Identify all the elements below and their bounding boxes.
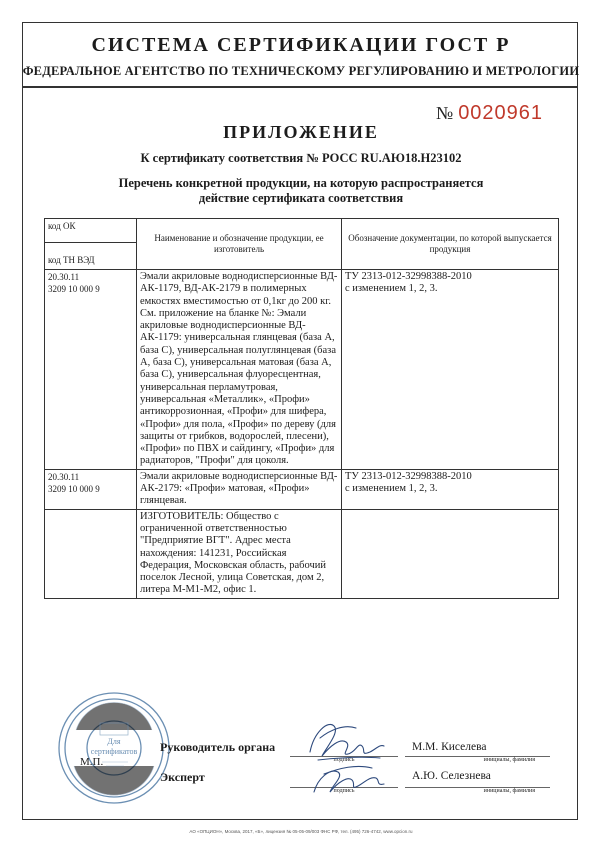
table-row xyxy=(45,509,559,598)
row1-code-ok: 20.30.11 xyxy=(48,272,80,282)
handwritten-signatures xyxy=(300,712,392,802)
system-title: СИСТЕМА СЕРТИФИКАЦИИ ГОСТ Р xyxy=(91,34,511,56)
list-title-line1: Перечень конкретной продукции, на которую распространяется xyxy=(118,176,484,190)
header-code-tnved: код ТН ВЭД xyxy=(48,255,95,265)
role-head-of-body: Руководитель органа xyxy=(160,740,276,754)
head-name: М.М. Киселева xyxy=(412,741,487,753)
stamp-label-2: сертификатов xyxy=(90,747,138,756)
seal-place-label: М.П. xyxy=(80,756,104,768)
serial-prefix: № xyxy=(436,103,455,123)
signature-caption-1: подпись xyxy=(333,757,355,763)
header-divider xyxy=(22,86,578,88)
table-header-row xyxy=(45,219,559,270)
row2-doc-changes: с изменением 1, 2, 3. xyxy=(345,483,438,495)
manufacturer-info: ИЗГОТОВИТЕЛЬ: Общество с ограниченной ответственностью "Предприятие ВГТ". Адрес места нахождения: 141231, Российская Федерация, Московская область, рабочий поселок Лесной, улица Советская, дом 2, литера М-М1-М2, офис 1. xyxy=(137,509,342,598)
row2-code-ok: 20.30.11 xyxy=(48,471,80,482)
row2-doc xyxy=(342,469,559,509)
row3-codes xyxy=(45,509,137,598)
header-codes-cell xyxy=(45,219,137,270)
agency-name: ФЕДЕРАЛЬНОЕ АГЕНТСТВО ПО ТЕХНИЧЕСКОМУ РЕГУЛИРОВАНИЮ И МЕТРОЛОГИИ xyxy=(22,64,580,78)
list-title xyxy=(0,176,602,206)
footer-printer-info: АО «ОПЦИОН», Москва, 2017, «Б», лицензия № 05-05-09/003 ФНС РФ, тел. (495) 726-4742, www.opcion.ru xyxy=(189,829,413,834)
row1-codes xyxy=(45,270,137,470)
table-row xyxy=(45,469,559,509)
signature-caption-2: подпись xyxy=(333,788,355,794)
name-caption-1: инициалы, фамилия xyxy=(483,757,535,763)
row1-doc xyxy=(342,270,559,470)
serial-value: 0020961 xyxy=(458,102,544,124)
certificate-reference: К сертификату соответствия № РОСС RU.АЮ18.Н23102 xyxy=(140,151,462,165)
row1-code-tnved: 3209 10 000 9 xyxy=(48,284,100,295)
list-title-line2: действие сертификата соответствия xyxy=(198,191,404,205)
header-doc: Обозначение документации, по которой выпускается продукция xyxy=(342,219,559,270)
header-code-ok: код ОК xyxy=(45,219,136,243)
row1-name: Эмали акриловые воднодисперсионные ВД-АК-1179, ВД-АК-2179 в полимерных емкостях вместимостью от 0,1кг до 200 кг. См. приложение на бланке №: Эмали акриловые воднодисперсионные ВД-АК-1179: универсальная глянцевая (база А, база С), универсальная полуглянцевая (база А, база С), универсальная матовая (база А, база С), универсальная флуоресцентная, универсальная перламутровая, универсальная «Металлик», «Профи» антикоррозионная, «Профи» для шифера, «Профи» для пола, «Профи» по дереву (для защиты от грибков, водорослей, плесени), «Профи» по ПВХ и сайдингу, «Профи» для радиаторов, "Профи" для цоколя. xyxy=(137,270,342,470)
row1-doc-spec: ТУ 2313-012-32998388-2010 xyxy=(345,271,472,282)
row2-code-tnved: 3209 10 000 9 xyxy=(48,484,100,495)
name-caption-2: инициалы, фамилия xyxy=(483,788,535,794)
row3-doc xyxy=(342,509,559,598)
header-name: Наименование и обозначение продукции, ее изготовитель xyxy=(137,219,342,270)
expert-name: А.Ю. Селезнева xyxy=(412,770,491,782)
role-expert: Эксперт xyxy=(160,770,205,784)
certification-stamp xyxy=(56,690,172,806)
row2-name: Эмали акриловые воднодисперсионные ВД-АК-2179: «Профи» матовая, «Профи» глянцевая. xyxy=(137,469,342,509)
row2-codes xyxy=(45,469,137,509)
row1-doc-changes: с изменением 1, 2, 3. xyxy=(345,283,438,295)
table-row xyxy=(45,270,559,470)
stamp-label-1: Для xyxy=(107,737,121,746)
products-table xyxy=(44,218,559,599)
page-title: ПРИЛОЖЕНИЕ xyxy=(223,122,379,142)
row2-doc-spec: ТУ 2313-012-32998388-2010 xyxy=(345,470,472,482)
